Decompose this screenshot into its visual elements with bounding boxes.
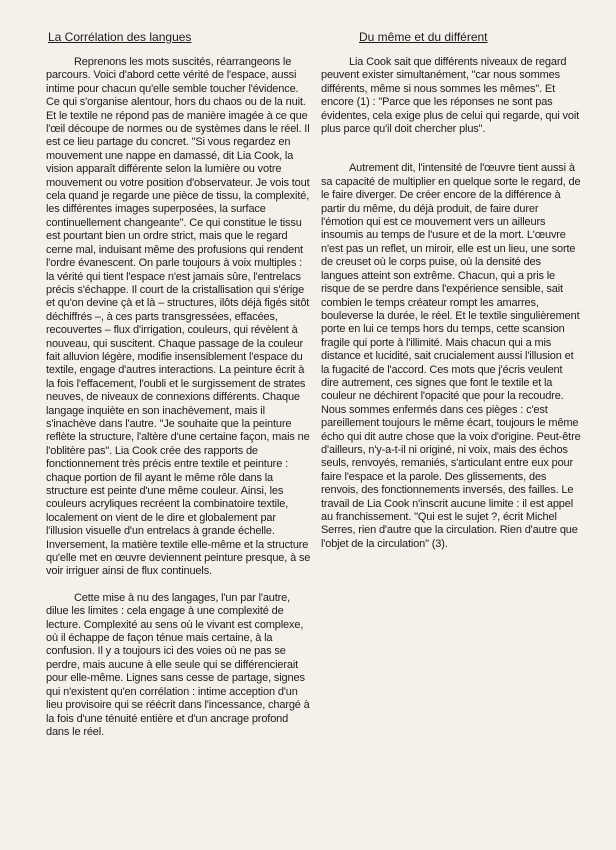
left-section-heading: La Corrélation des langues: [48, 30, 192, 44]
left-column: [46, 30, 312, 739]
paragraph: Autrement dit, l'intensité de l'œuvre tient aussi à sa capacité de multiplier en quelque sorte le regard, de le faire diverger. De créer encore de la différence à partir du même, du déjà produit, de faire durer l'émotion qui est ce mouvement vers un ailleurs insoumis au temps de l'usure et de la mort. L'œuvre n'est pas un reflet, un miroir, elle est un lieu, une sorte de creuset où le corps puise, où la densité des langues atteint son extrême. Chacun, qui a pris le risque de se perdre dans l'expérience sensible, sait combien le temps créateur rompt les amarres, bouleverse la durée, le réel. Et le textile singulièrement porte en lui ce temps hors du temps, cette scansion fragile qui porte à l'illimité. Mais chacun qui a mis distance et lucidité, sait crucialement aussi l'illusion et la fugacité de l'accord. Ces mots que j'écris veulent dire autrement, ces signes que font le textile et la couleur ne déchirent l'opacité que pour la recoudre. Nous sommes enfermés dans ces pièges : c'est pareillement toujours le même écart, toujours le même écho qui dit autre chose que la voix d'origine. Peut-être d'ailleurs, n'y-a-t-il ni originé, ni voix, mais des échos seuls, renvoyés, remaniés, s'articulant entre eux pour faire l'espace et la parole. Des glissements, des renvois, des fonctionnements inversés, des failles. Le travail de Lia Cook n'inscrit aucune limite : il est appel au franchissement. "Qui est le sujet ?, écrit Michel Serres, rien d'autre que la circulation. Rien d'autre que l'objet de la circulation" (3).: [321, 162, 581, 550]
paragraph: Lia Cook sait que différents niveaux de regard peuvent exister simultanément, "car nous sommes différents, même si nous sommes les mêmes". Et encore (1) : "Parce que les réponses ne sont pas évidentes, cela exige plus de celui qui regarde, qui voit plus parce qu'il doit chercher plus".: [321, 56, 580, 136]
right-column: [321, 30, 581, 551]
paragraph: Reprenons les mots suscités, réarrangeons le parcours. Voici d'abord cette vérité de l'espace, aussi intime pour chacun qu'elle semble toucher l'évidence. Ce qui s'organise alentour, hors du chaos ou de la nuit. Et le textile ne répond pas de manière imagée à ce que l'œil découpe de normes ou de systèmes dans le réel. Il est ce lieu partage du concret. "Si vous regardez en mouvement une nappe en damassé, dit Lia Cook, la vision apparaît différente selon la lumière ou votre mouvement ou votre position d'observateur. Je vois tout cela quand je regarde une pièce de tissu, la complexité, les différentes images superposées, la surface continuellement changeante". Ce qui constitue le tissu est pourtant bien un ordre strict, mais que le regard cerne mal, induisant même des profusions qui rendent l'ordre évanescent. On parle toujours à voix multiples : la vérité qui tient l'espace n'est jamais sûre, l'entrelacs précis s'échappe. Il court de la cristallisation qui s'érige et qu'on devine çà et là – structures, ilôts déjà figés sitôt déchiffrés –, à ces parts transgressées, effacées, recouvertes – flux d'irrigation, couleurs, qui révèlent à nouveau, qui suscitent. Chaque passage de la couleur fait alluvion légère, modifie insensiblement l'espace du textile, engage d'autres interactions. La peinture écrit à la fois l'effacement, l'oubli et le surgissement de strates neuves, de niveaux de connexions différents. Chaque langage inquiète en son inachèvement, mais il s'inachève dans l'autre. "Je souhaite que la peinture reflète la structure, l'altère d'une certaine façon, mais ne l'oblitère pas". Lia Cook crée des rapports de fonctionnement très précis entre textile et peinture : chaque portion de fil ayant le même rôle dans la structure est peinte d'une même couleur. Ainsi, les couleurs acryliques recréent la combinatoire textile, localement on vient de le dire et globalement par l'illusion visuelle d'un entrelacs à grande échelle. Inversement, la matière textile elle-même et la structure qu'elle met en œuvre deviennent peinture presque, à se voir irriguer ainsi de flux continuels.: [46, 56, 311, 578]
right-section-heading: Du même et du différent: [359, 30, 488, 44]
right-body: [321, 56, 581, 551]
paragraph: Cette mise à nu des langages, l'un par l'autre, dilue les limites : cela engage à une complexité de lecture. Complexité au sens où le vivant est complexe, où il échappe de façon ténue mais certaine, à la confusion. Il y a toujours ici des voies où ne pas se perdre, mais aucune à elle seule qui se différencierait pour elle-même. Lignes sans cesse de partage, signes qui n'existent qu'en corrélation : intime acception d'un lieu provisoire qui se réécrit dans l'incessance, chargé à la fois d'une ténuité entière et d'un ancrage profond dans le réel.: [46, 591, 310, 738]
left-body: [46, 56, 312, 739]
